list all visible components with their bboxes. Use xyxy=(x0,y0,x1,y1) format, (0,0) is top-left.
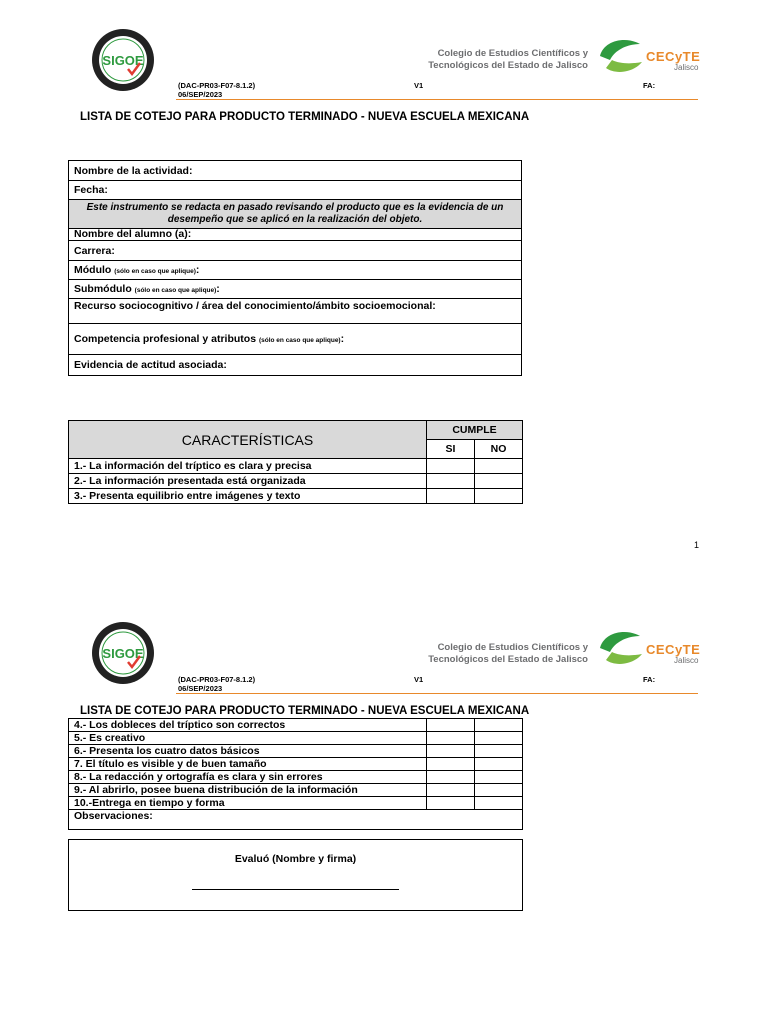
no-cell[interactable] xyxy=(475,474,523,489)
page-number: 1 xyxy=(693,540,699,550)
resource-field[interactable]: Recurso sociocognitivo / área del conocimiento/ámbito socioemocional: xyxy=(69,299,522,324)
fa-label: FA: xyxy=(643,675,656,684)
si-cell[interactable] xyxy=(427,719,475,732)
criterion-row: 4.- Los dobleces del tríptico son correctos xyxy=(69,719,427,732)
competence-field[interactable]: Competencia profesional y atributos (sólo en caso que aplique): xyxy=(69,324,522,355)
cecyte-brand: CECyTE xyxy=(646,49,701,64)
activity-field[interactable]: Nombre de la actividad: xyxy=(69,161,522,181)
no-cell[interactable] xyxy=(475,797,523,810)
cecyte-brand: CECyTE xyxy=(646,642,701,657)
evidence-field[interactable]: Evidencia de actitud asociada: xyxy=(69,355,522,376)
cecyte-leaf-logo xyxy=(596,34,646,78)
header-rule xyxy=(176,693,698,694)
fa-label: FA: xyxy=(643,81,656,90)
criterion-row: 2.- La información presentada está organizada xyxy=(69,474,427,489)
cecyte-sub: Jalisco xyxy=(674,656,699,665)
si-cell[interactable] xyxy=(427,784,475,797)
observations-field[interactable]: Observaciones: xyxy=(69,810,523,830)
cecyte-leaf-logo xyxy=(596,626,646,670)
student-field[interactable]: Nombre del alumno (a): xyxy=(69,229,522,241)
evaluator-label: Evaluó (Nombre y firma) xyxy=(234,853,357,865)
criterion-row: 8.- La redacción y ortografía es clara y sin errores xyxy=(69,771,427,784)
page-2 xyxy=(0,600,768,1024)
instrument-note: Este instrumento se redacta en pasado revisando el producto que es la evidencia de un desempeño que se aplicó en la realización del objeto. xyxy=(69,200,522,229)
doc-title: LISTA DE COTEJO PARA PRODUCTO TERMINADO - NUEVA ESCUELA MEXICANA xyxy=(80,111,530,123)
no-cell[interactable] xyxy=(475,732,523,745)
si-cell[interactable] xyxy=(427,797,475,810)
no-heading: NO xyxy=(475,440,523,459)
si-cell[interactable] xyxy=(427,745,475,758)
criterion-row: 3.- Presenta equilibrio entre imágenes y texto xyxy=(69,489,427,504)
doc-version: V1 xyxy=(414,675,424,684)
characteristics-heading: CARACTERÍSTICAS xyxy=(69,421,427,459)
cumple-heading: CUMPLE xyxy=(427,421,523,440)
criteria-table-page2 xyxy=(68,718,523,830)
college-name: Colegio de Estudios Científicos y Tecnológicos del Estado de Jalisco xyxy=(428,48,588,71)
cecyte-sub: Jalisco xyxy=(674,63,699,72)
student-info-table xyxy=(68,160,522,376)
criterion-row: 6.- Presenta los cuatro datos básicos xyxy=(69,745,427,758)
no-cell[interactable] xyxy=(475,745,523,758)
career-field[interactable]: Carrera: xyxy=(69,241,522,261)
si-heading: SI xyxy=(427,440,475,459)
criterion-row: 7. El título es visible y de buen tamaño xyxy=(69,758,427,771)
si-cell[interactable] xyxy=(427,732,475,745)
si-cell[interactable] xyxy=(427,489,475,504)
si-cell[interactable] xyxy=(427,474,475,489)
signature-line[interactable] xyxy=(192,889,399,890)
module-field[interactable]: Módulo (sólo en caso que aplique): xyxy=(69,261,522,280)
sigoe-seal-logo xyxy=(90,620,156,686)
criterion-row: 1.- La información del tríptico es clara y precisa xyxy=(69,459,427,474)
criterion-row: 9.- Al abrirlo, posee buena distribución de la información xyxy=(69,784,427,797)
si-cell[interactable] xyxy=(427,771,475,784)
no-cell[interactable] xyxy=(475,758,523,771)
svg-text:SIGOE: SIGOE xyxy=(102,646,144,661)
criterion-row: 10.-Entrega en tiempo y forma xyxy=(69,797,427,810)
no-cell[interactable] xyxy=(475,459,523,474)
no-cell[interactable] xyxy=(475,771,523,784)
criterion-row: 5.- Es creativo xyxy=(69,732,427,745)
svg-text:SIGOE: SIGOE xyxy=(102,53,144,68)
sigoe-seal-logo xyxy=(90,27,156,93)
date-field[interactable]: Fecha: xyxy=(69,181,522,200)
no-cell[interactable] xyxy=(475,719,523,732)
signature-box xyxy=(68,839,523,911)
si-cell[interactable] xyxy=(427,758,475,771)
doc-code: (DAC-PR03-F07-8.1.2) 06/SEP/2023 xyxy=(178,81,256,99)
submodule-field[interactable]: Submódulo (sólo en caso que aplique): xyxy=(69,280,522,299)
no-cell[interactable] xyxy=(475,784,523,797)
college-name: Colegio de Estudios Científicos y Tecnológicos del Estado de Jalisco xyxy=(428,642,588,665)
doc-title: LISTA DE COTEJO PARA PRODUCTO TERMINADO - NUEVA ESCUELA MEXICANA xyxy=(80,705,530,717)
doc-code: (DAC-PR03-F07-8.1.2) 06/SEP/2023 xyxy=(178,675,256,693)
no-cell[interactable] xyxy=(475,489,523,504)
header-rule xyxy=(176,99,698,100)
si-cell[interactable] xyxy=(427,459,475,474)
doc-version: V1 xyxy=(414,81,424,90)
criteria-table-page1 xyxy=(68,420,523,504)
